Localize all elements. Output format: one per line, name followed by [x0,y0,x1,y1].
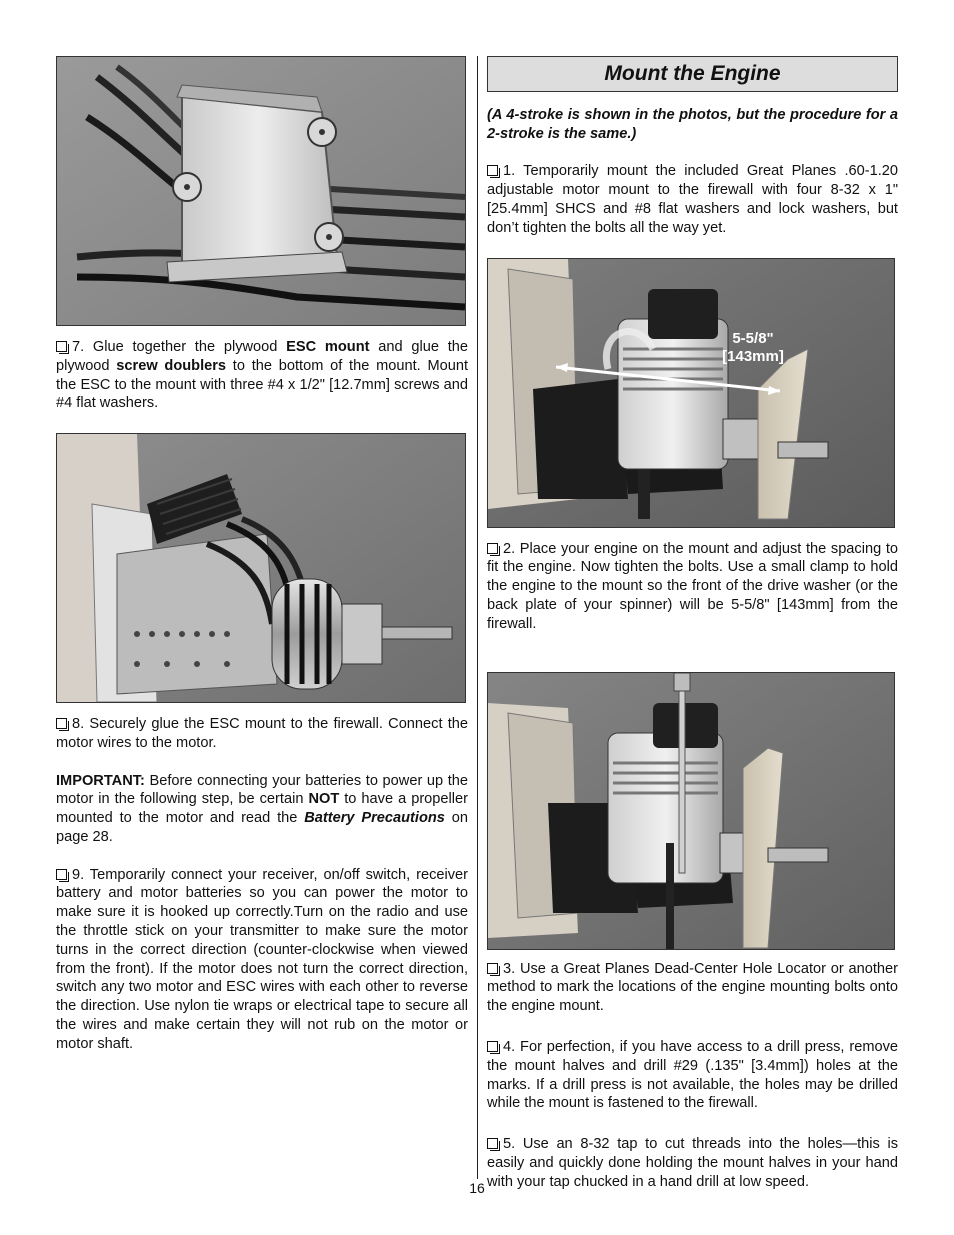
photo-motor-on-mount [56,433,466,703]
checkbox-step-1[interactable] [487,165,498,176]
checkbox-step-3[interactable] [487,963,498,974]
photo-engine-spacing [487,258,895,528]
not-emphasis: NOT [308,791,340,808]
stroke-note: (A 4-stroke is shown in the photos, but the procedure for a 2-stroke is the same.) [487,107,898,142]
step-2-text: 2. Place your engine on the mount and adjust the spacing to fit the engine. Now tighten the bolts. Use a small clamp to hold the engine to the mount so the front of the drive washer (or the back plate of your spinner) will be 5-5/8" [143mm] from the firewall. [487,540,898,632]
checkbox-step-7[interactable] [56,341,67,352]
step-3-text: 3. Use a Great Planes Dead-Center Hole Locator or another method to mark the locations of the engine mounting bolts onto the engine mount. [487,960,898,1015]
step-1-text: 1. Temporarily mount the included Great Planes .60-1.20 adjustable motor mount to the firewall with four 8-32 x 1" [25.4mm] SHCS and #8 flat washers and lock washers, but don’t tighten the bolts all the way yet. [487,163,898,236]
page-number: 16 [469,1180,485,1196]
dimension-label-mm: [143mm] [722,347,784,365]
important-label: IMPORTANT: [56,772,145,789]
screw-doublers-term: screw doublers [116,357,227,374]
checkbox-step-4[interactable] [487,1041,498,1052]
battery-precautions-ref: Battery Precautions [304,810,445,827]
step-4-text: 4. For perfection, if you have access to a drill press, remove the mount halves and drill #29 (.135" [3.4mm]) holes at the marks. If a drill press is not available, the holes may be drilled while the mount is fastened to the firewall. [487,1038,898,1112]
checkbox-step-8[interactable] [56,718,67,729]
photo-hole-locator [487,672,895,950]
dimension-label-inches: 5-5/8" [732,329,774,347]
step-8-text: 8. Securely glue the ESC mount to the firewall. Connect the motor wires to the motor. [56,716,468,751]
column-divider [477,56,478,1179]
important-note: IMPORTANT: Before connecting your batteries to power up the motor in the following step, be certain NOT to have a propeller mounted to the motor and read the Battery Precautions on page 28. [56,772,468,845]
step-9-text: 9. Temporarily connect your receiver, on/off switch, receiver battery and motor batteries so you can power the motor to make sure it is hooked up correctly.Turn on the radio and use the throttle stick on your transmitter to make sure the motor turns in the correct direction (counter-clockwise when viewed from the front). If the motor does not turn the correct direction, switch any two motor and ESC wires with each other to reverse the direction. Use nylon tie wraps or electrical tape to secure all the wires and make certain they will not rub on the motor or motor shaft. [56,866,468,1052]
section-heading: Mount the Engine [487,56,898,92]
right-column [487,56,898,1192]
step-5-text: 5. Use an 8-32 tap to cut threads into the holes—this is easily and quickly done holding the mount halves in your hand with your tap chucked in a hand drill at low speed. [487,1136,898,1190]
checkbox-step-5[interactable] [487,1138,498,1149]
checkbox-step-2[interactable] [487,543,498,554]
esc-mount-term: ESC mount [286,339,370,355]
photo-esc-mount [56,56,466,326]
left-column [56,56,468,1054]
checkbox-step-9[interactable] [56,869,67,880]
step-7-text: 7. Glue together the plywood ESC mount and glue the plywood screw doublers to the bottom of the mount. Mount the ESC to the mount with three #4 x 1/2" [12.7mm] screws and #4 flat washers. [56,339,469,412]
